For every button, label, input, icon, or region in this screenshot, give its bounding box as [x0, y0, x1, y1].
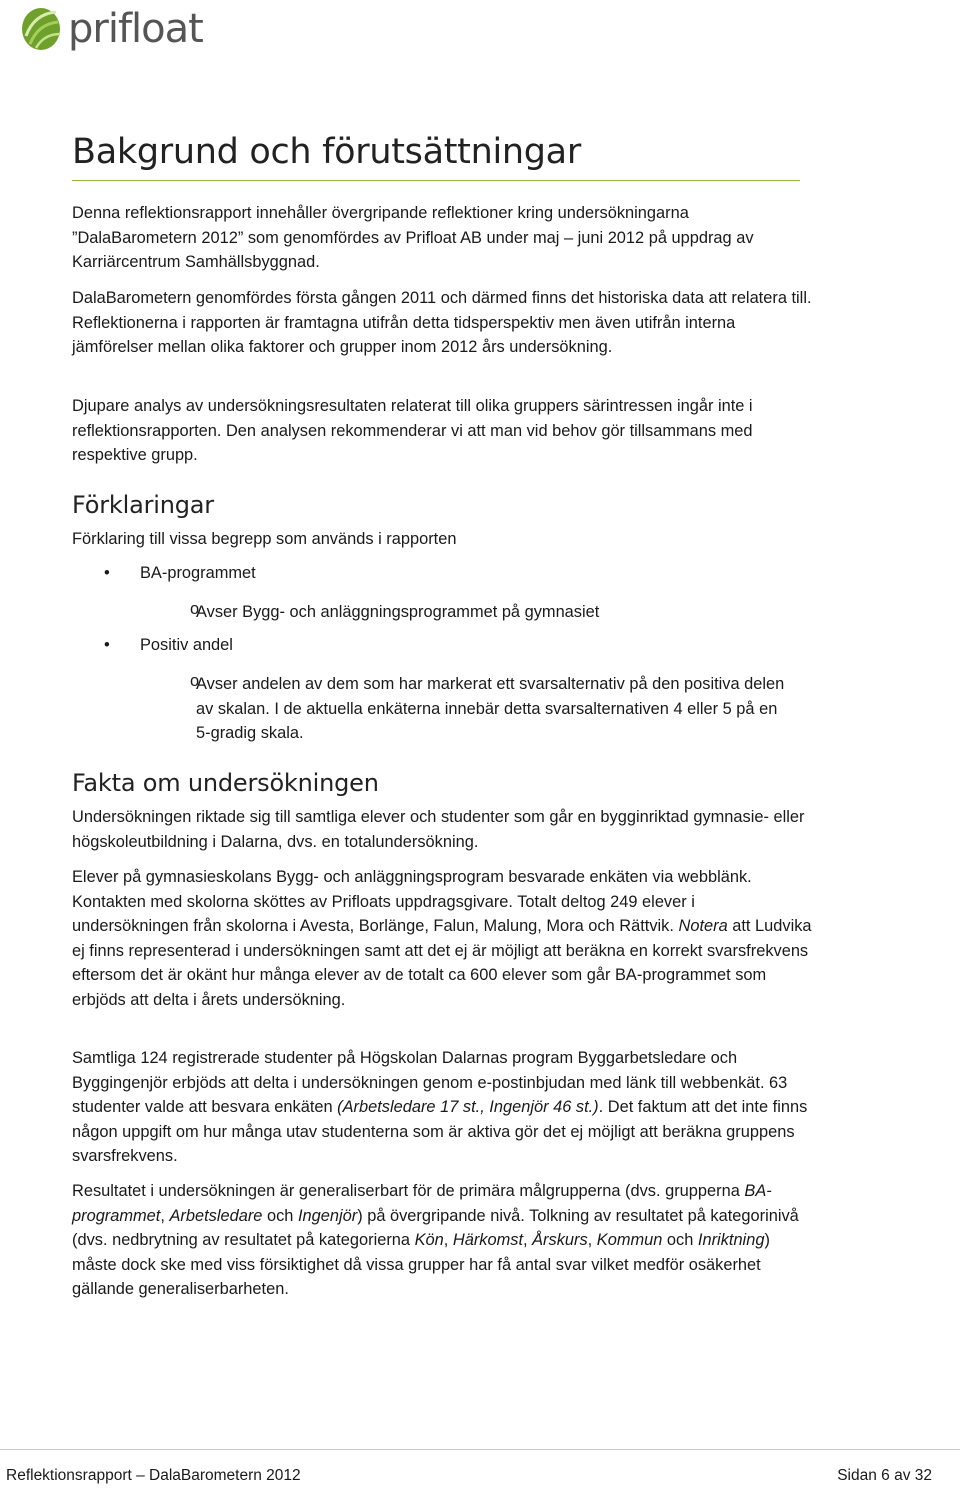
fakta-2-part-b: att Ludvika ej finns representerad i undersökningen samt att det ej är möjligt att beräkna en korrekt svarsfrekvens eftersom det är okänt hur många elever av de totalt ca 600 elever som går BA-programmet som erbjöds att delta i årets undersökning. — [72, 917, 812, 1009]
fakta-3-text — [72, 1046, 812, 1169]
section-heading-forklaringar: Förklaringar — [72, 491, 214, 519]
page-title: Bakgrund och förutsättningar — [72, 132, 800, 181]
logo-wordmark: prifloat — [68, 6, 203, 52]
footer-divider — [0, 1449, 960, 1450]
paragraph-history — [72, 286, 812, 360]
footer-report-title: Reflektionsrapport – DalaBarometern 2012 — [6, 1467, 301, 1484]
fakta-1-text: Undersökningen riktade sig till samtliga elever och studenter som går en bygginriktad gymnasie- eller högskoleutbildning i Dalarna, dvs. en totalundersökning. — [72, 808, 805, 851]
category-kommun: Kommun — [596, 1231, 663, 1249]
section-heading-fakta: Fakta om undersökningen — [72, 769, 379, 797]
paragraph-fakta-3 — [72, 1046, 812, 1169]
sep: , — [523, 1231, 533, 1249]
notera-emphasis: Notera — [678, 917, 728, 935]
definition-positiv-andel: Avser andelen av dem som har markerat ett svarsalternativ på den positiva delen av skalan. I de aktuella enkäterna innebär detta svarsalternativen 4 eller 5 på en 5-gradig skala. — [196, 675, 785, 742]
group-ba-programmet: BA-programmet — [72, 1182, 772, 1225]
sep: , — [587, 1231, 597, 1249]
sub-bullet-icon: o — [190, 600, 200, 618]
category-kon: Kön — [414, 1231, 444, 1249]
forklaring-intro-text: Förklaring till vissa begrepp som används i rapporten — [72, 530, 457, 548]
analysis-text: Djupare analys av undersökningsresultaten relaterat till olika gruppers särintressen ingår inte i reflektionsrapporten. Den analysen rekommenderar vi att man vid behov gör tillsammans med respektive grupp. — [72, 397, 753, 464]
paragraph-fakta-1 — [72, 805, 812, 854]
bullet-icon: • — [104, 564, 110, 582]
category-harkomst: Härkomst — [452, 1231, 523, 1249]
fakta-3-part-b: . Det faktum att det inte finns någon uppgift om hur många utav studenterna som är aktiva gör det ej möjligt att beräkna gruppens svarsfrekvens. — [72, 1098, 808, 1165]
footer-page-number: Sidan 6 av 32 — [837, 1467, 932, 1484]
group-ingenjor: Ingenjör — [297, 1206, 358, 1225]
paragraph-fakta-2 — [72, 865, 812, 1012]
fakta-3-part-a: Samtliga 124 registrerade studenter på Högskolan Dalarnas program Byggarbetsledare och Byggingenjör erbjöds att delta i undersökningen genom e-postinbjudan med länk till webbenkät. 63 studenter valde att besvara enkäten — [72, 1049, 788, 1116]
category-arskurs: Årskurs — [532, 1231, 588, 1249]
fakta-2-part-a: Elever på gymnasieskolans Bygg- och anläggningsprogram besvarade enkäten via webblänk. Kontakten med skolorna sköttes av Prifloats uppdragsgivare. Totalt deltog 249 elever i undersökningen från skolorna i Avesta, Borlänge, Falun, Malung, Mora och Rättvik. — [72, 868, 752, 935]
leaf-icon — [20, 6, 62, 52]
sub-bullet-icon: o — [190, 672, 200, 690]
fakta-4-part-a: Resultatet i undersökningen är generaliserbart för de primära målgrupperna (dvs. grupperna — [72, 1182, 745, 1200]
group-arbetsledare: Arbetsledare — [169, 1206, 263, 1225]
history-text: DalaBarometern genomfördes första gången 2011 och därmed finns det historiska data att relatera till. Reflektionerna i rapporten är framtagna utifrån detta tidsperspektiv men även utifrån interna jämförelser mellan olika faktorer och grupper inom 2012 års undersökning. — [72, 289, 812, 356]
sep: och — [662, 1231, 698, 1249]
paragraph-fakta-4 — [72, 1179, 812, 1302]
paragraph-intro — [72, 201, 812, 275]
forklaring-intro — [72, 527, 812, 552]
paragraph-analysis — [72, 394, 812, 468]
definition-ba-programmet: Avser Bygg- och anläggningsprogrammet på gymnasiet — [196, 603, 600, 621]
term-ba-programmet: BA-programmet — [140, 564, 256, 582]
bullet-icon: • — [104, 636, 110, 654]
sep: , — [160, 1206, 170, 1225]
fakta-4-part-c: ) måste dock ske med viss försiktighet då vissa grupper har få antal svar vilket medför osäkerhet gällande generaliserbarheten. — [72, 1231, 770, 1298]
category-inriktning: Inriktning — [697, 1231, 765, 1249]
fakta-4-text — [72, 1179, 812, 1302]
sep: , — [443, 1231, 453, 1249]
fakta-2-text — [72, 865, 812, 1012]
sep: och — [262, 1206, 298, 1225]
intro-text: Denna reflektionsrapport innehåller övergripande reflektioner kring undersökningarna ”DalaBarometern 2012” som genomfördes av Prifloat AB under maj – juni 2012 på uppdrag av Karriärcentrum Samhällsbyggnad. — [72, 204, 754, 271]
term-positiv-andel: Positiv andel — [140, 636, 233, 654]
fakta-3-counts: (Arbetsledare 17 st., Ingenjör 46 st.) — [337, 1098, 599, 1116]
fakta-4-part-b: ) på övergripande nivå. Tolkning av resultatet på kategorinivå (dvs. nedbrytning av resultatet på kategorierna — [72, 1206, 799, 1249]
prifloat-logo — [20, 6, 203, 52]
